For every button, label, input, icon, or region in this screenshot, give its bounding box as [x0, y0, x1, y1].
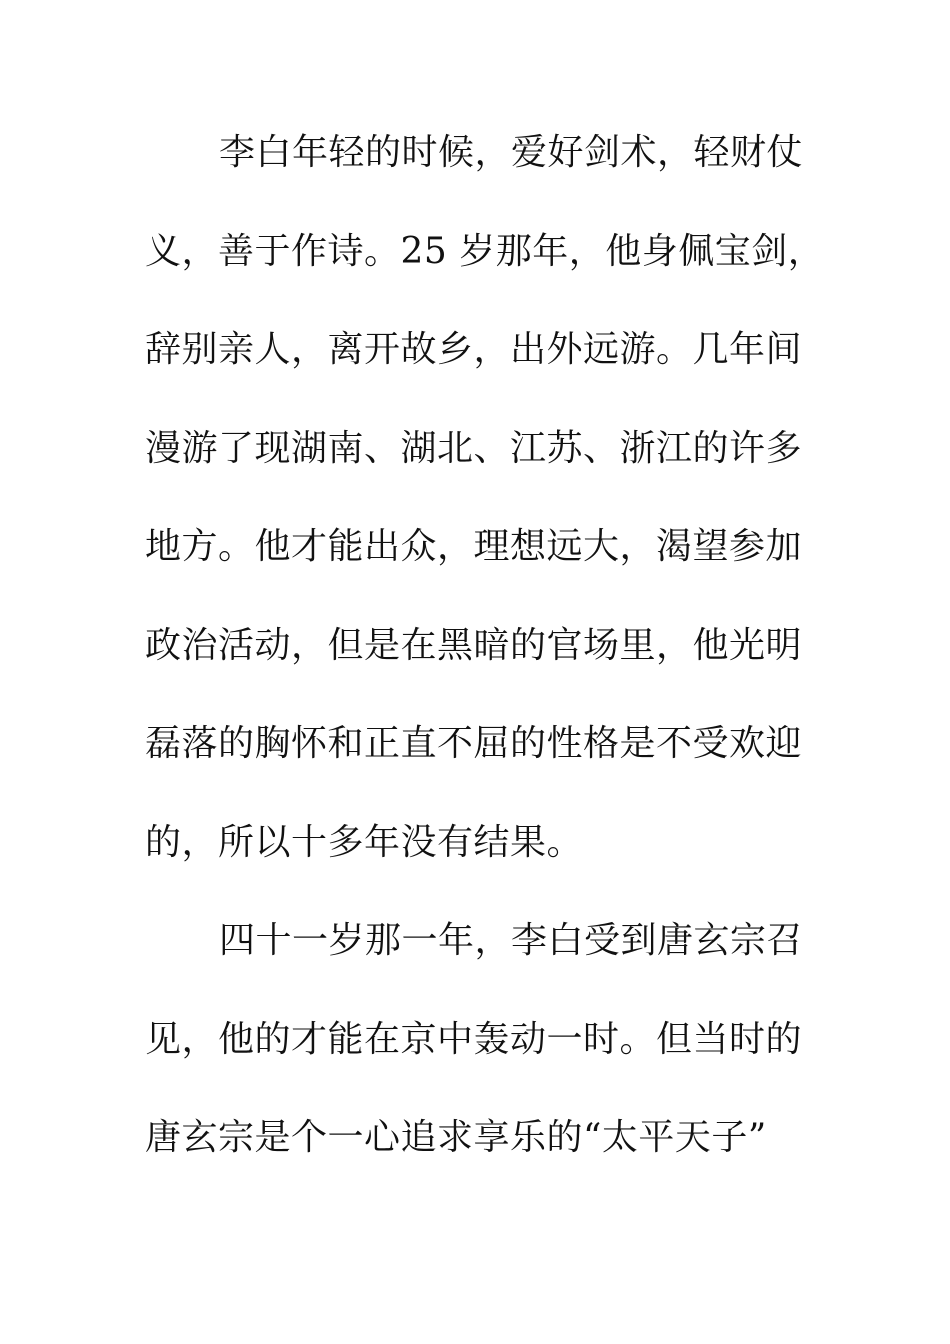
- paragraph-2-line-2: 见，他的才能在京中轰动一时。但当时的: [145, 1018, 803, 1060]
- body-text: [145, 127, 825, 1211]
- paragraph-1-line-5: 地方。他才能出众，理想远大，渴望参加: [145, 526, 803, 567]
- paragraph-1-line-3: 辞别亲人，离开故乡，出外远游。几年间: [145, 329, 803, 370]
- paragraph-1-line-1: 李白年轻的时候，爱好剑术，轻财仗: [219, 132, 804, 173]
- paragraph-1-line-2: 义，善于作诗。25 岁那年，他身佩宝剑，: [145, 230, 825, 272]
- paragraph-1-line-4: 漫游了现湖南、湖北、江苏、浙江的许多: [145, 427, 803, 469]
- paragraph-1-line-8: 的，所以十多年没有结果。: [145, 821, 584, 863]
- paragraph-1-line-7: 磊落的胸怀和正直不屈的性格是不受欢迎: [145, 723, 803, 764]
- paragraph-1-line-6: 政治活动，但是在黑暗的官场里，他光明: [145, 624, 803, 666]
- paragraph-2-line-3: 唐玄宗是个一心追求享乐的“太平天子”: [145, 1117, 767, 1158]
- paragraph-2-line-1: 四十一岁那一年，李白受到唐玄宗召: [219, 920, 804, 961]
